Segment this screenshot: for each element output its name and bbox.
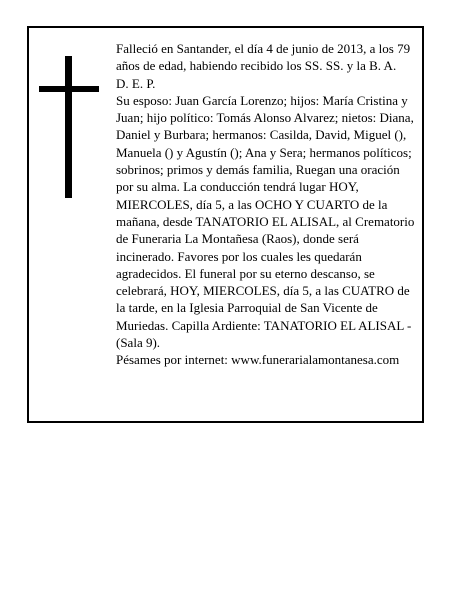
cross-vertical-bar — [65, 56, 72, 198]
cross-horizontal-bar — [39, 86, 99, 92]
obituary-text — [116, 40, 416, 369]
cross-icon — [39, 56, 99, 198]
obituary-intro: Falleció en Santander, el día 4 de junio de 2013, a los 79 años de edad, habiendo recibido los SS. SS. y la B. A. — [116, 41, 411, 74]
obituary-condolences: Pésames por internet: www.funerarialamontanesa.com — [116, 352, 400, 368]
obituary-family: Su esposo: Juan García Lorenzo; hijos: María Cristina y Juan; hijo político: Tomás Alonso Alvarez; nietos: Diana, Daniel y Burbara; hermanos: Casilda, David, Miguel (), Manuela () y Agustín (); Ana y Sera; hermanos políticos; sobrinos; primos y demás familia, Ruegan una oración por su alma. La conducción tendrá lugar HOY, MIERCOLES, día 5, a las OCHO Y CUARTO de la mañana, desde TANATORIO EL ALISAL, al Crematorio de Funeraria La Montañesa (Raos), donde será incinerado. Favores por los cuales les quedarán agradecidos. El funeral por su eterno descanso, se celebrará, HOY, MIERCOLES, día 5, a las CUATRO de la tarde, en la Iglesia Parroquial de San Vicente de Muriedas. Capilla Ardiente: TANATORIO EL ALISAL - (Sala 9). — [116, 92, 415, 351]
obituary-rip: D. E. P. — [116, 75, 156, 91]
obituary-notice — [27, 26, 424, 423]
